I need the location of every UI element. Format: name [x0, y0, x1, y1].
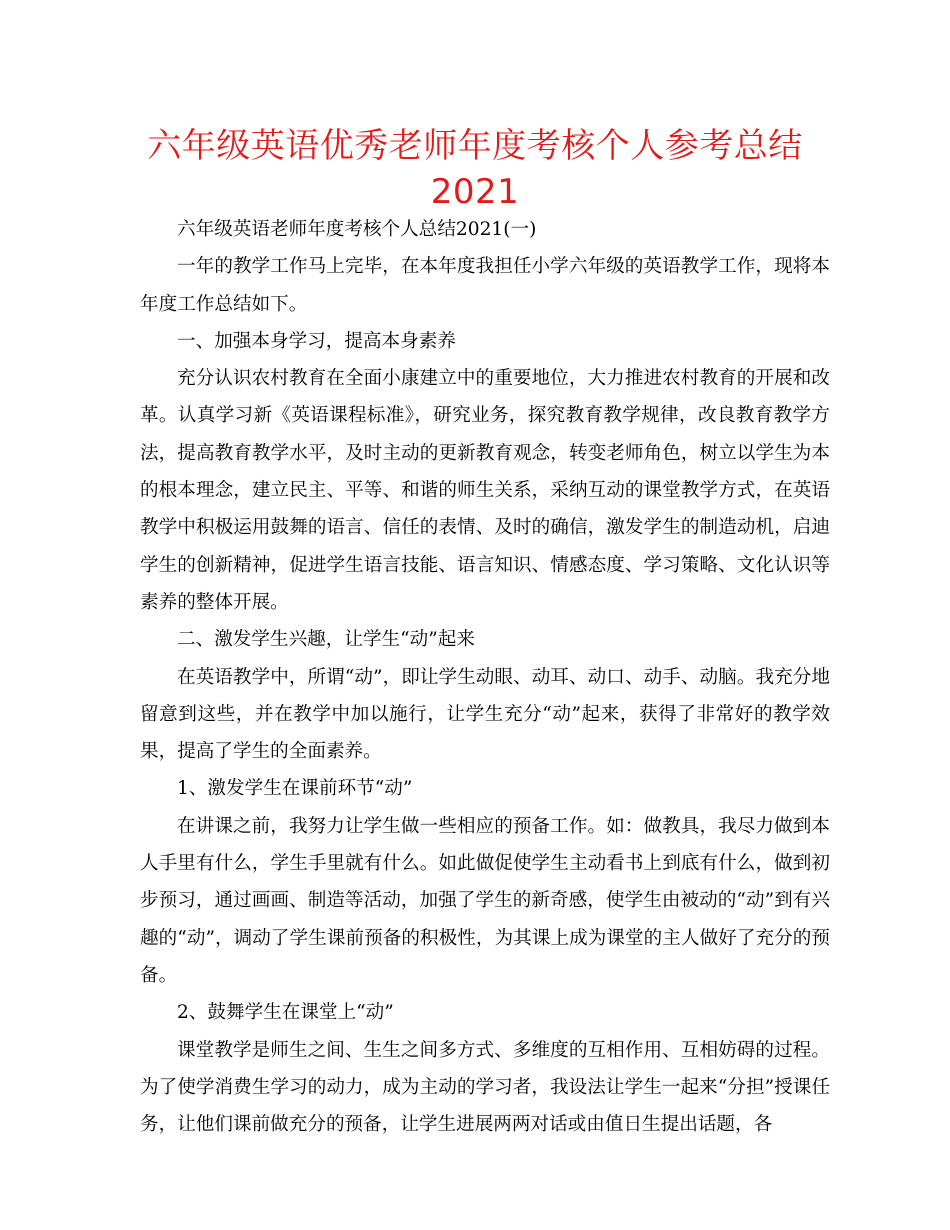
paragraph: 课堂教学是师生之间、生生之间多方式、多维度的互相作用、互相妨碍的过程。为了使学消费生学习的动力，成为主动的学习者，我设法让学生一起来“分担”授课任务，让他们课前做充分的预备，让学生进展两两对话或由值日生提出话题，各: [140, 1039, 830, 1136]
paragraph: 充分认识农村教育在全面小康建立中的重要地位，大力推进农村教育的开展和改革。认真学习新《英语课程标准》，研究业务，探究教育教学规律，改良教育教学方法，提高教育教学水平，及时主动的更新教育观念，转变老师角色，树立以学生为本的根本理念，建立民主、平等、和谐的师生关系，采纳互动的课堂教学方式，在英语教学中积极运用鼓舞的语言、信任的表情、及时的确信，激发学生的制造动机，启迪学生的创新精神，促进学生语言技能、语言知识、情感态度、学习策略、文化认识等素养的整体开展。: [140, 368, 830, 613]
paragraph: 在英语教学中，所谓“动”，即让学生动眼、动耳、动口、动手、动脑。我充分地留意到这些，并在教学中加以施行，让学生充分“动”起来，获得了非常好的教学效果，提高了学生的全面素养。: [140, 666, 830, 763]
document-body: [140, 211, 830, 1143]
paragraph: 在讲课之前，我努力让学生做一些相应的预备工作。如：做教具，我尽力做到本人手里有什么，学生手里就有什么。如此做促使学生主动看书上到底有什么，做到初步预习，通过画画、制造等活动，加强了学生的新奇感，使学生由被动的“动”到有兴趣的“动”，调动了学生课前预备的积极性，为其课上成为课堂的主人做好了充分的预备。: [140, 815, 830, 986]
section-heading: 二、激发学生兴趣，让学生“动”起来: [177, 629, 475, 651]
section-heading: 一、加强本身学习，提高本身素养: [177, 330, 456, 352]
document-title-line1: 六年级英语优秀老师年度考核个人参考总结: [147, 126, 803, 166]
section-heading: 2、鼓舞学生在课堂上“动”: [177, 1002, 394, 1024]
paragraph: 一年的教学工作马上完毕，在本年度我担任小学六年级的英语教学工作，现将本年度工作总结如下。: [140, 256, 830, 315]
section-heading: 1、激发学生在课前环节“动”: [177, 778, 413, 800]
document-title-line2: 2021: [430, 172, 520, 212]
section-heading: 六年级英语老师年度考核个人总结2021(一): [177, 219, 537, 240]
